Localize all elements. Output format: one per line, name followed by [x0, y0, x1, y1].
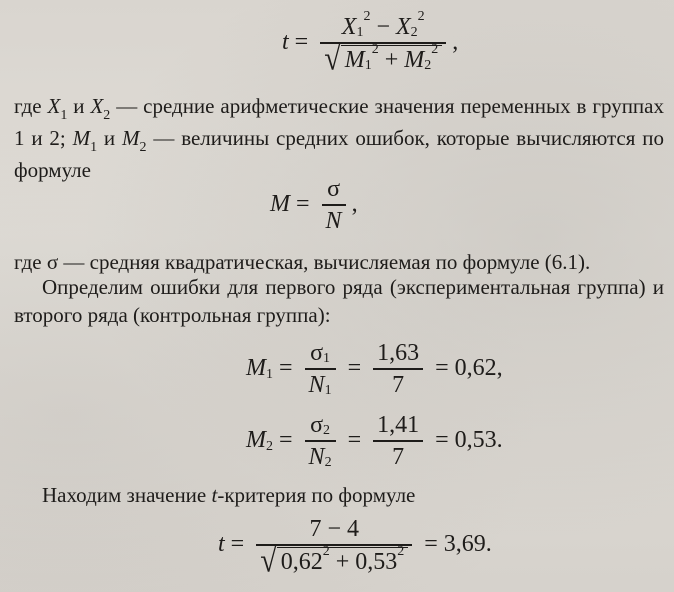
superscript: 2 [397, 543, 405, 559]
formula-t-computation [218, 514, 492, 579]
symbol-m1: M [72, 126, 91, 150]
result-value: 0,53. [454, 427, 503, 454]
fraction-sigma-n [305, 338, 336, 400]
formula-t-trail: , [452, 29, 459, 56]
square-root [260, 540, 408, 579]
result-value: 0,62, [454, 355, 503, 382]
equals-sign: = [347, 355, 362, 382]
numerator-value: 1,63 [377, 340, 420, 366]
denominator-value: 7 [392, 443, 405, 470]
subscript: 1 [356, 25, 364, 40]
minus-sign: − [376, 14, 390, 40]
numerator-value: 1,41 [377, 412, 420, 438]
equals-sign: = [347, 427, 362, 454]
symbol-x1: X [341, 14, 357, 40]
superscript: 2 [363, 9, 371, 24]
text-segment: и [67, 94, 91, 118]
formula-m-fraction [322, 174, 346, 236]
formula-t-definition [282, 9, 459, 77]
subscript: 1 [60, 108, 68, 123]
paragraph-sigma: где σ — средняя квадратическая, вычисляемая по формуле (6.1). [14, 250, 591, 274]
subscript: 1 [90, 140, 98, 155]
formula-t-denominator [320, 38, 446, 77]
text-segment: и [97, 126, 123, 150]
text-segment: — средние арифметические значения переменных в группах 1 и 2; [14, 94, 664, 150]
subscript: 1 [324, 382, 332, 398]
formula-m-lhs: M [270, 191, 290, 218]
symbol-n: N [325, 207, 342, 234]
value-b: 0,53 [355, 548, 398, 575]
paragraph-errors-intro: Определим ошибки для первого ряда (экспериментальная группа) и второго ряда (контрольная группа): [14, 275, 664, 327]
subscript: 2 [323, 423, 331, 438]
denominator [305, 442, 336, 472]
radicand [341, 41, 443, 74]
value-a: 0,62 [280, 548, 323, 575]
superscript: 2 [322, 543, 330, 559]
symbol-x2: X [90, 94, 104, 118]
symbol-t: t [211, 483, 218, 507]
paragraph-t-criterion [14, 481, 664, 509]
equals-sign: = [424, 531, 438, 558]
radical-sign: √ [324, 38, 341, 77]
equals-sign: = [435, 427, 449, 454]
subscript: 2 [324, 454, 332, 470]
subscript: 2 [266, 438, 273, 454]
formula-m1 [246, 338, 503, 400]
formula-m2 [246, 410, 503, 472]
equals-sign: = [279, 355, 293, 382]
denominator [256, 540, 412, 579]
symbol-n: N [308, 371, 325, 398]
formula-m-trail: , [351, 191, 358, 218]
numerator [306, 410, 334, 440]
fraction-sigma-n [305, 410, 336, 472]
sigma-symbol: σ [327, 176, 341, 202]
radicand [277, 543, 409, 576]
text-segment: Находим значение [42, 483, 212, 507]
text-segment: — величины средних ошибок, которые вычисляются по формуле [14, 126, 664, 182]
equals-sign: = [230, 531, 245, 558]
subscript: 2 [410, 25, 418, 40]
subscript: 2 [103, 108, 111, 123]
subscript: 2 [139, 140, 147, 155]
symbol-n: N [308, 443, 325, 470]
subscript: 1 [323, 351, 331, 366]
result-value: 3,69. [443, 531, 492, 558]
paragraph-definitions [14, 92, 664, 184]
subscript: 1 [364, 57, 372, 73]
numerator: 7 − 4 [309, 516, 359, 542]
denominator [305, 370, 336, 400]
symbol-x2: X [396, 14, 411, 40]
symbol-t: t [218, 531, 225, 558]
equals-sign: = [279, 427, 293, 454]
square-root [324, 38, 442, 77]
superscript: 2 [371, 41, 379, 57]
plus-sign: + [335, 548, 350, 575]
plus-sign: + [384, 46, 399, 73]
subscript: 2 [424, 57, 432, 73]
formula-t-eq: = [294, 29, 309, 56]
denominator-value: 7 [392, 371, 405, 398]
formula-t-lhs: t [282, 29, 289, 56]
fraction-numeric [373, 338, 423, 400]
symbol-x1: X [47, 94, 61, 118]
equals-sign: = [435, 355, 449, 382]
equals-sign: = [296, 191, 310, 218]
formula-m-definition [270, 174, 358, 236]
symbol-m1: M [246, 355, 266, 382]
sigma-symbol: σ [310, 340, 324, 366]
text-segment: -критерия по формуле [217, 483, 416, 507]
fraction-numeric [373, 410, 423, 472]
symbol-m2: M [246, 427, 266, 454]
numerator [306, 338, 334, 368]
text-segment: где [14, 94, 48, 118]
symbol-m2: M [122, 126, 140, 150]
radical-sign: √ [260, 540, 277, 579]
formula-t2-fraction [256, 514, 412, 579]
formula-t-numerator [338, 9, 429, 42]
subscript: 1 [266, 366, 273, 382]
symbol-m2: M [404, 46, 425, 73]
sigma-symbol: σ [310, 412, 324, 438]
symbol-m1: M [344, 46, 365, 73]
superscript: 2 [417, 9, 425, 24]
superscript: 2 [431, 41, 439, 57]
formula-t-fraction [320, 9, 446, 77]
